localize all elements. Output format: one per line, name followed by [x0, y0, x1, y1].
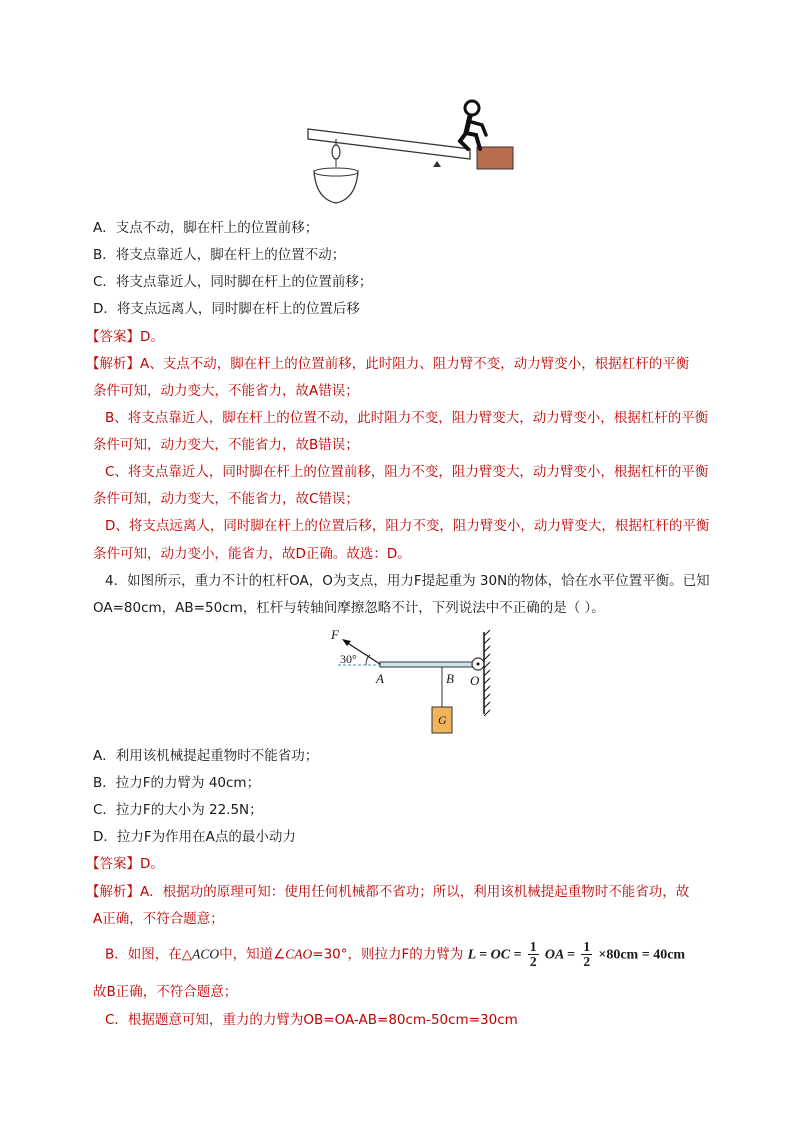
q4-answer-value: D。 — [140, 856, 164, 872]
formula-den-1: 2 — [529, 954, 537, 969]
q3-answer — [86, 328, 164, 346]
q4-b-cao: CAO — [285, 946, 313, 962]
q4-answer — [86, 855, 164, 873]
q4-b-text-2: 中，知道∠ — [219, 946, 286, 963]
q3-analysis-line-4: 条件可知，动力变大，不能省力，故B错误； — [93, 437, 359, 453]
formula-num-2: 1 — [583, 939, 591, 954]
q3-answer-tag: 【答案】 — [86, 329, 140, 345]
formula-lhs: L = OC = — [467, 947, 522, 963]
q4-stem-line-2: OA=80cm，AB=50cm，杠杆与转轴间摩擦忽略不计，下列说法中不正确的是（ ）。 — [93, 600, 605, 616]
q3-option-c: C．将支点靠近人，同时脚在杆上的位置前移； — [93, 274, 373, 290]
q3-analysis-line-7: D、将支点远离人，同时脚在杆上的位置后移，阻力不变，阻力臂变小，动力臂变大，根据杠杆的平衡 — [105, 518, 710, 534]
q3-option-b: B．将支点靠近人，脚在杆上的位置不动； — [93, 247, 346, 263]
q4-analysis-tag: 【解析】 — [86, 884, 140, 900]
fig-point-o: O — [470, 673, 480, 688]
formula-mid: OA = — [544, 947, 576, 963]
q4-option-d: D．拉力F为作用在A点的最小动力 — [93, 829, 296, 845]
q3-analysis-tag: 【解析】 — [86, 356, 140, 372]
q3-analysis-line-2: 条件可知，动力变大，不能省力，故A错误； — [93, 383, 359, 399]
q3-analysis-line-8: 条件可知，动力变小，能省力，故D正确。故选：D。 — [93, 546, 411, 562]
q3-option-d: D．将支点远离人，同时脚在杆上的位置后移 — [93, 301, 360, 317]
q3-analysis-line-6: 条件可知，动力变大，不能省力，故C错误； — [93, 491, 359, 507]
fig-point-a: A — [376, 671, 384, 686]
q4-answer-tag: 【答案】 — [86, 856, 140, 872]
fig-angle-label: 30° — [340, 652, 357, 666]
q3-analysis-line-3: B、将支点靠近人，脚在杆上的位置不动，此时阻力不变，阻力臂变大，动力臂变小，根据杠杆的平衡 — [105, 410, 709, 426]
q4-b-text-3: =30°，则拉力F的力臂为 — [312, 946, 464, 963]
q4-analysis-line-b — [105, 940, 685, 969]
q4-b-aco: ACO — [192, 946, 220, 962]
fig-point-b: B — [446, 671, 454, 686]
formula-num-1: 1 — [529, 939, 537, 954]
fig-force-label: F — [331, 627, 339, 642]
q4-analysis-line-2: A正确，不符合题意； — [93, 911, 224, 927]
q4-option-a: A．利用该机械提起重物时不能省功； — [93, 748, 319, 764]
q3-analysis-line-1 — [86, 355, 689, 373]
q4-analysis-text-1: A．根据功的原理可知：使用任何机械都不省功；所以，利用该机械提起重物时不能省功，故 — [140, 884, 690, 900]
q4-analysis-line-c: C．根据题意可知，重力的力臂为OB=OA-AB=80cm-50cm=30cm — [105, 1012, 518, 1028]
fig-weight-label: G — [438, 713, 447, 727]
formula-fraction-2 — [581, 940, 592, 969]
q4-analysis-line-b2: 故B正确，不符合题意； — [93, 984, 238, 1000]
formula-fraction-1 — [528, 940, 539, 969]
q4-option-b: B．拉力F的力臂为 40cm； — [93, 775, 261, 791]
q3-analysis-text-1: A、支点不动，脚在杆上的位置前移，此时阻力、阻力臂不变，动力臂变小，根据杠杆的平衡 — [140, 356, 690, 372]
q3-answer-value: D。 — [140, 329, 164, 345]
q3-analysis-line-5: C、将支点靠近人，同时脚在杆上的位置前移，阻力不变，阻力臂变大，动力臂变小，根据杠杆的平衡 — [105, 464, 709, 480]
q4-b-text-1: B．如图，在△ — [105, 946, 193, 963]
formula-rhs: ×80cm = 40cm — [598, 947, 686, 963]
q4-option-c: C．拉力F的大小为 22.5N； — [93, 802, 263, 818]
q4-stem-line-1: 4．如图所示，重力不计的杠杆OA，O为支点，用力F提起重为 30N的物体，恰在水平位置平衡。已知 — [105, 573, 710, 589]
lever-person-figure — [300, 95, 525, 210]
q4-analysis-line-1 — [86, 883, 689, 901]
formula-den-2: 2 — [583, 954, 591, 969]
q3-option-a: A．支点不动，脚在杆上的位置前移； — [93, 220, 319, 236]
